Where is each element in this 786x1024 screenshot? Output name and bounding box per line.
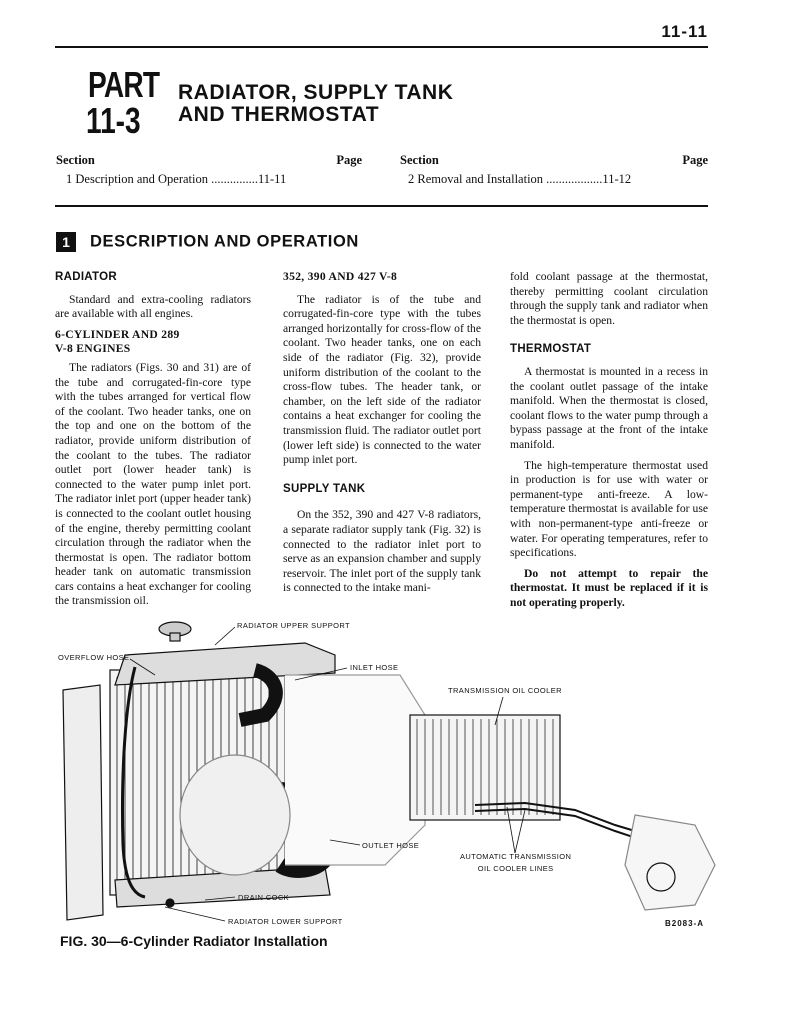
part-title (178, 82, 453, 126)
part-label: PART (88, 64, 160, 105)
callout-lower-support: RADIATOR LOWER SUPPORT (228, 917, 343, 926)
callout-auto-trans-lines-2: OIL COOLER LINES (477, 864, 554, 873)
heading-6cyl (55, 328, 251, 357)
toc-entry[interactable]: 1 Description and Operation ...............11-11 (66, 172, 287, 186)
callout-outlet-hose: OUTLET HOSE (362, 841, 420, 850)
heading-352: 352, 390 AND 427 V-8 (283, 270, 398, 283)
toc-left (56, 153, 362, 187)
toc-right (400, 153, 708, 187)
part-title-line2: AND THERMOSTAT (178, 103, 380, 126)
callout-auto-trans-lines-1: AUTOMATIC TRANSMISSION (460, 852, 572, 861)
page-number: 11-11 (661, 22, 708, 41)
paragraph: The high-temperature thermostat used in production is for use with water or permanent-type anti-freeze. A low-temperature thermostat is available for use with non-permanent-type anti-freeze or water. For operating temperatures, refer to specifications. (510, 458, 708, 560)
heading-thermostat: THERMOSTAT (510, 343, 592, 356)
column-1 (55, 270, 251, 615)
column-2 (283, 270, 481, 602)
section-number-badge: 1 (56, 232, 76, 252)
paragraph: The radiator is of the tube and corrugated-fin-core type with the tubes arranged horizontally for cross-flow of the coolant. Two header tanks, one on each side of the radiator (Fig. 32), provide uniform distribution of the coolant to the cross-flow tubes. The header tank, or chamber, on the left side of the radiator contains a heat exchanger for cooling the transmission fluid. The radiator outlet port (lower left side) is connected to the water pump inlet port. (283, 292, 481, 467)
heading-6cyl-line2: V-8 ENGINES (55, 342, 131, 356)
fan-shroud (180, 755, 290, 875)
toc-entry[interactable]: 2 Removal and Installation ..................11-12 (408, 172, 632, 186)
toc-page-label: Page (682, 153, 708, 167)
section-title: DESCRIPTION AND OPERATION (90, 232, 359, 251)
column-3 (510, 270, 708, 616)
callout-overflow-hose: OVERFLOW HOSE (58, 653, 130, 662)
header-rule (55, 46, 708, 48)
paragraph: Standard and extra-cooling radiators are available with all engines. (55, 292, 251, 321)
section-header (56, 232, 359, 252)
callout-trans-cooler: TRANSMISSION OIL COOLER (448, 686, 562, 695)
part-number: 11-3 (86, 100, 141, 141)
paragraph: fold coolant passage at the thermostat, thereby permitting coolant circulation through the supply tank and radiator when the thermostat is open. (510, 270, 708, 327)
heading-6cyl-line1: 6-CYLINDER AND 289 (55, 327, 180, 341)
warning-text: Do not attempt to repair the thermostat. It must be replaced if it is not operating properly. (510, 566, 708, 609)
toc-section-label: Section (400, 153, 439, 167)
callout-inlet-hose: INLET HOSE (350, 663, 399, 672)
paragraph: On the 352, 390 and 427 V-8 radiators, a separate radiator supply tank (Fig. 32) is connected to the radiator inlet port to serve as an expansion chamber and supply reservoir. The inlet port of the supply tank is connected to the intake mani- (283, 508, 481, 595)
toc-rule (55, 205, 708, 207)
heading-radiator: RADIATOR (55, 271, 118, 283)
callout-auto-trans-lines (460, 852, 571, 873)
engine-block (285, 675, 425, 865)
toc-section-label: Section (56, 153, 95, 167)
paragraph: A thermostat is mounted in a recess in the coolant outlet passage of the intake manifold. When the thermostat is closed, coolant flows to the water pump through a bypass passage at the front of the intake manifold. (510, 364, 708, 451)
drain-cock (166, 899, 174, 907)
radiator-side-support (63, 685, 103, 920)
figure-code: B2083-A (665, 919, 705, 928)
toc-page-label: Page (336, 153, 362, 167)
figure-caption: FIG. 30—6-Cylinder Radiator Installation (60, 933, 328, 949)
paragraph: The radiators (Figs. 30 and 31) are of the tube and corrugated-fin-core type with the tubes arranged for vertical flow of the coolant. Two header tanks, one on the top and one on the bottom of the radiator, provide uniform distribution of the coolant to the tubes. The radiator outlet port (lower header tank) is connected to the water pump inlet port. The radiator inlet port (upper header tank) is connected to the coolant outlet housing of the engine, thereby permitting coolant circulation through the radiator when the thermostat is open. The radiator bottom header tank on automatic transmission cars contains a heat exchanger for cooling the transmission oil. (55, 360, 251, 608)
part-title-line1: RADIATOR, SUPPLY TANK (178, 81, 454, 104)
callout-drain-cock: DRAIN COCK (238, 893, 290, 902)
transmission-case (625, 815, 715, 910)
callout-upper-support: RADIATOR UPPER SUPPORT (237, 621, 350, 630)
heading-supply-tank: SUPPLY TANK (283, 482, 366, 495)
